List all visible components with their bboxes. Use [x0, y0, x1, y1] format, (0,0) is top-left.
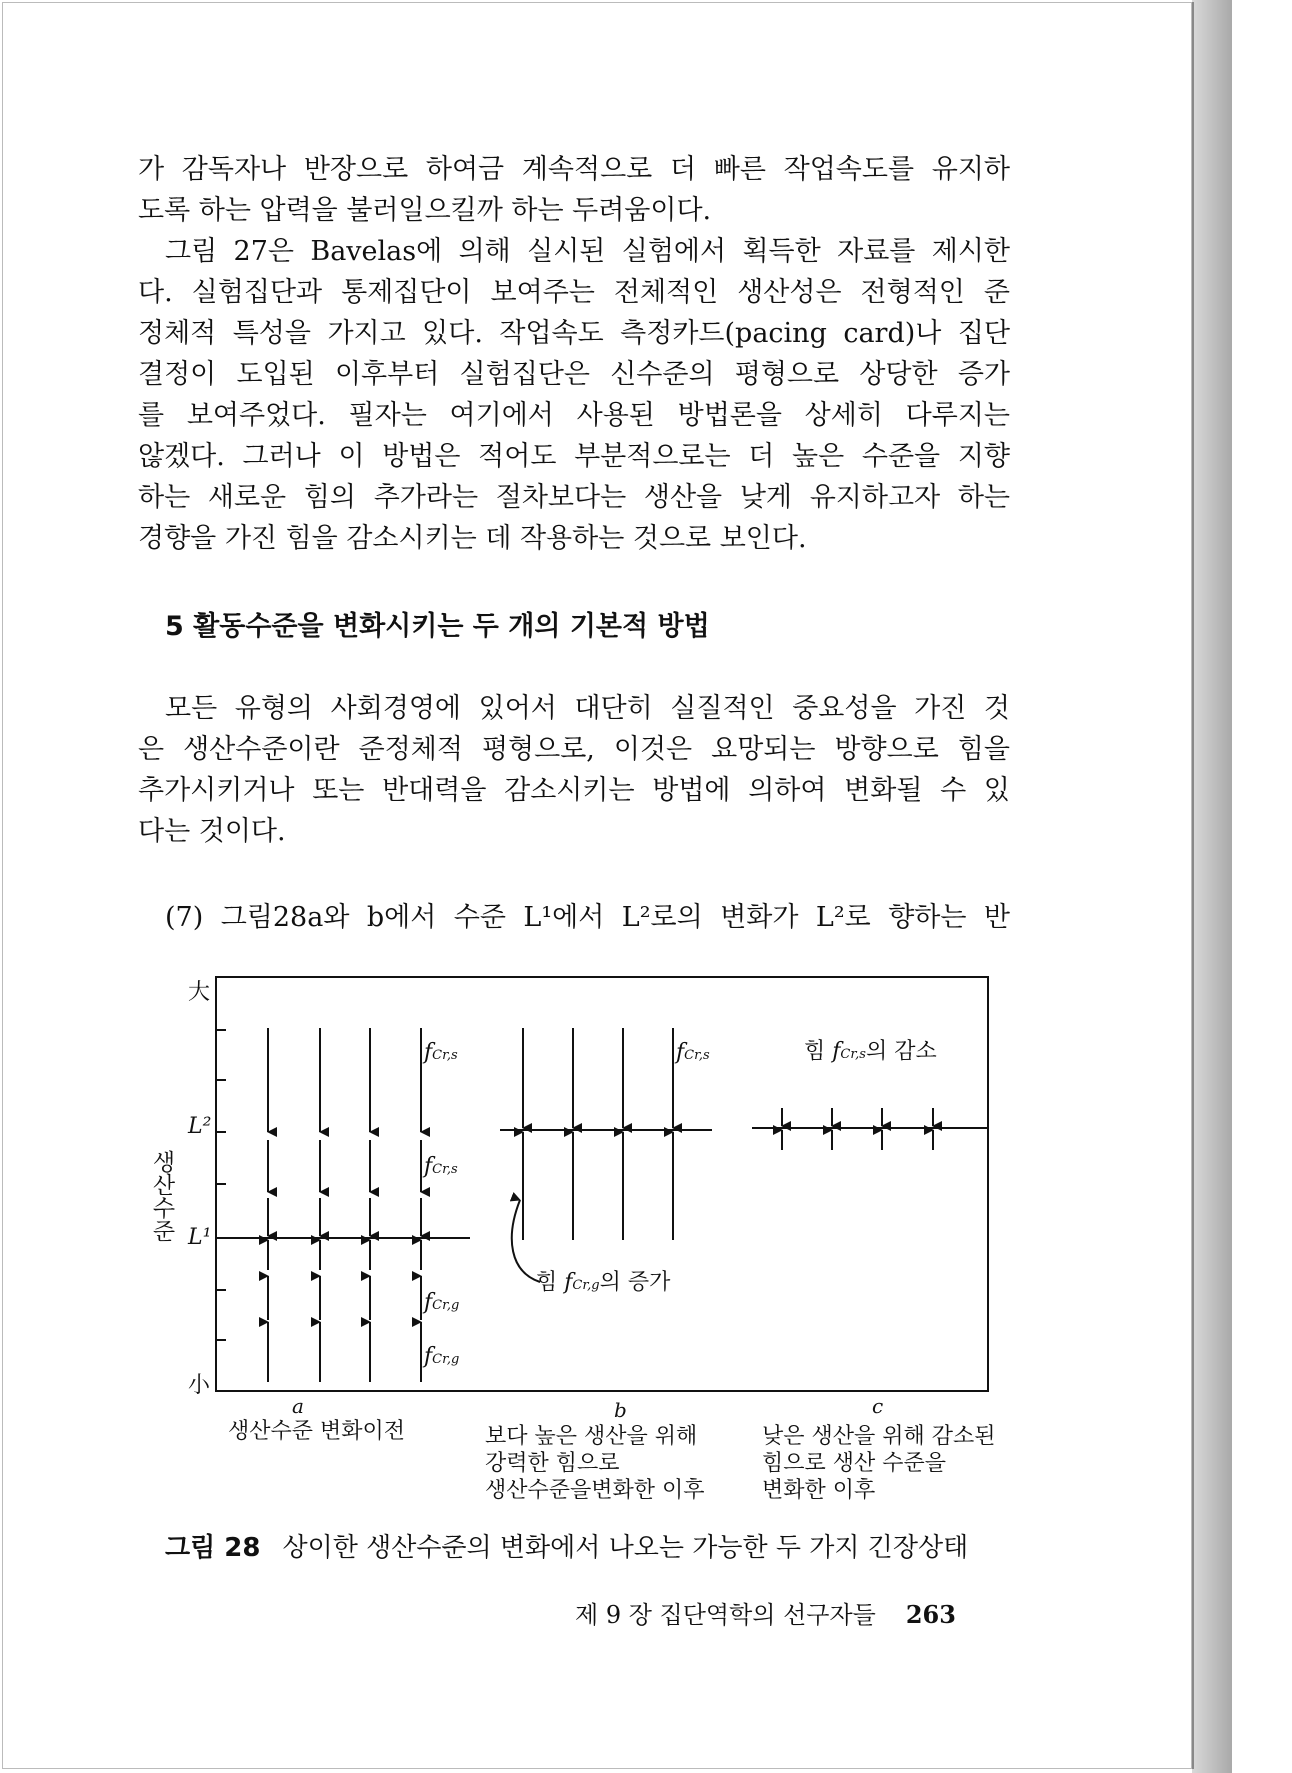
text-line: 경향을 가진 힘을 감소시키는 데 작용하는 것으로 보인다.: [138, 523, 807, 554]
text-line: 하는 새로운 힘의 추가라는 절차보다는 생산을 낮게 유지하고자 하는: [138, 482, 1010, 513]
y-axis-top: 大: [188, 980, 211, 1005]
panel-a-caption: 생산수준 변화이전: [228, 1419, 406, 1444]
panel-a-letter: a: [292, 1394, 304, 1418]
text-line: 다. 실험집단과 통제집단이 보여주는 전체적인 생산성은 전형적인 준: [138, 277, 1010, 308]
panel-b-up-arrows: [523, 1132, 673, 1240]
section-title: 5 활동수준을 변화시키는 두 개의 기본적 방법: [165, 611, 710, 642]
y-ticks: [216, 1030, 226, 1340]
text-line: 모든 유형의 사회경영에 있어서 대단히 실질적인 중요성을 가진 것: [165, 693, 1010, 724]
force-label-down: fCr,s: [676, 1040, 710, 1065]
level-l1-label: L¹: [188, 1225, 212, 1250]
text-line: 그림 27은 Bavelas에 의해 실시된 실험에서 획득한 자료를 제시한: [165, 236, 1010, 267]
text-line: 도록 하는 압력을 불러일으킬까 하는 두려움이다.: [138, 195, 712, 226]
panel-b-annotation: 힘 fCr,g의 증가: [536, 1270, 671, 1295]
text-line: 은 생산수준이란 준정체적 평형으로, 이것은 요망되는 방향으로 힘을: [138, 734, 1010, 765]
panel-c-annotation: 힘 fCr,s의 감소: [804, 1039, 937, 1064]
figure-caption-text: 상이한 생산수준의 변화에서 나오는 가능한 두 가지 긴장상태: [282, 1533, 969, 1563]
force-label-down: fCr,s: [424, 1040, 458, 1065]
panel-b-letter: b: [614, 1398, 627, 1422]
panel-c-up-arrows: [782, 1130, 933, 1150]
panel-a-up-arrows: [268, 1240, 421, 1382]
page-footer: [575, 1595, 956, 1630]
y-axis-bottom: 小: [188, 1373, 211, 1398]
panel-c-down-arrows: [782, 1108, 933, 1126]
page-number: 263: [905, 1600, 956, 1629]
panel-c-caption: 낮은 생산을 위해 감소된 힘으로 생산 수준을 변화한 이후: [762, 1424, 996, 1503]
panel-c-letter: c: [872, 1394, 884, 1418]
panel-a-down-arrows: [268, 1028, 421, 1236]
chapter-title: 제 9 장 집단역학의 선구자들: [575, 1601, 876, 1629]
text-line: (7) 그림28a와 b에서 수준 L¹에서 L²로의 변화가 L²로 향하는 반: [165, 902, 1010, 933]
figure-caption: [165, 1527, 968, 1564]
text-line: 정체적 특성을 가지고 있다. 작업속도 측정카드(pacing card)나 집단: [138, 318, 1010, 349]
text-line: 결정이 도입된 이후부터 실험집단은 신수준의 평형으로 상당한 증가: [138, 359, 1010, 390]
text-line: 다는 것이다.: [138, 816, 286, 847]
y-axis-label: 생산수준: [152, 1150, 176, 1245]
force-label-up: fCr,g: [424, 1290, 460, 1315]
panel-b-down-arrows: [523, 1028, 673, 1128]
text-line: 않겠다. 그러나 이 방법은 적어도 부분적으로는 더 높은 수준을 지향: [138, 441, 1010, 472]
text-line: 추가시키거나 또는 반대력을 감소시키는 방법에 의하여 변화될 수 있: [138, 775, 1010, 806]
figure-caption-label: 그림 28: [165, 1533, 261, 1563]
text-line: 가 감독자나 반장으로 하여금 계속적으로 더 빠른 작업속도를 유지하: [138, 154, 1010, 185]
text-line: 를 보여주었다. 필자는 여기에서 사용된 방법론을 상세히 다루지는: [138, 400, 1010, 431]
force-label-up: fCr,g: [424, 1344, 460, 1369]
force-label-down: fCr,s: [424, 1154, 458, 1179]
level-l2-label: L²: [188, 1114, 212, 1139]
panel-b-caption: 보다 높은 생산을 위해 강력한 힘으로 생산수준을변화한 이후: [485, 1424, 705, 1503]
